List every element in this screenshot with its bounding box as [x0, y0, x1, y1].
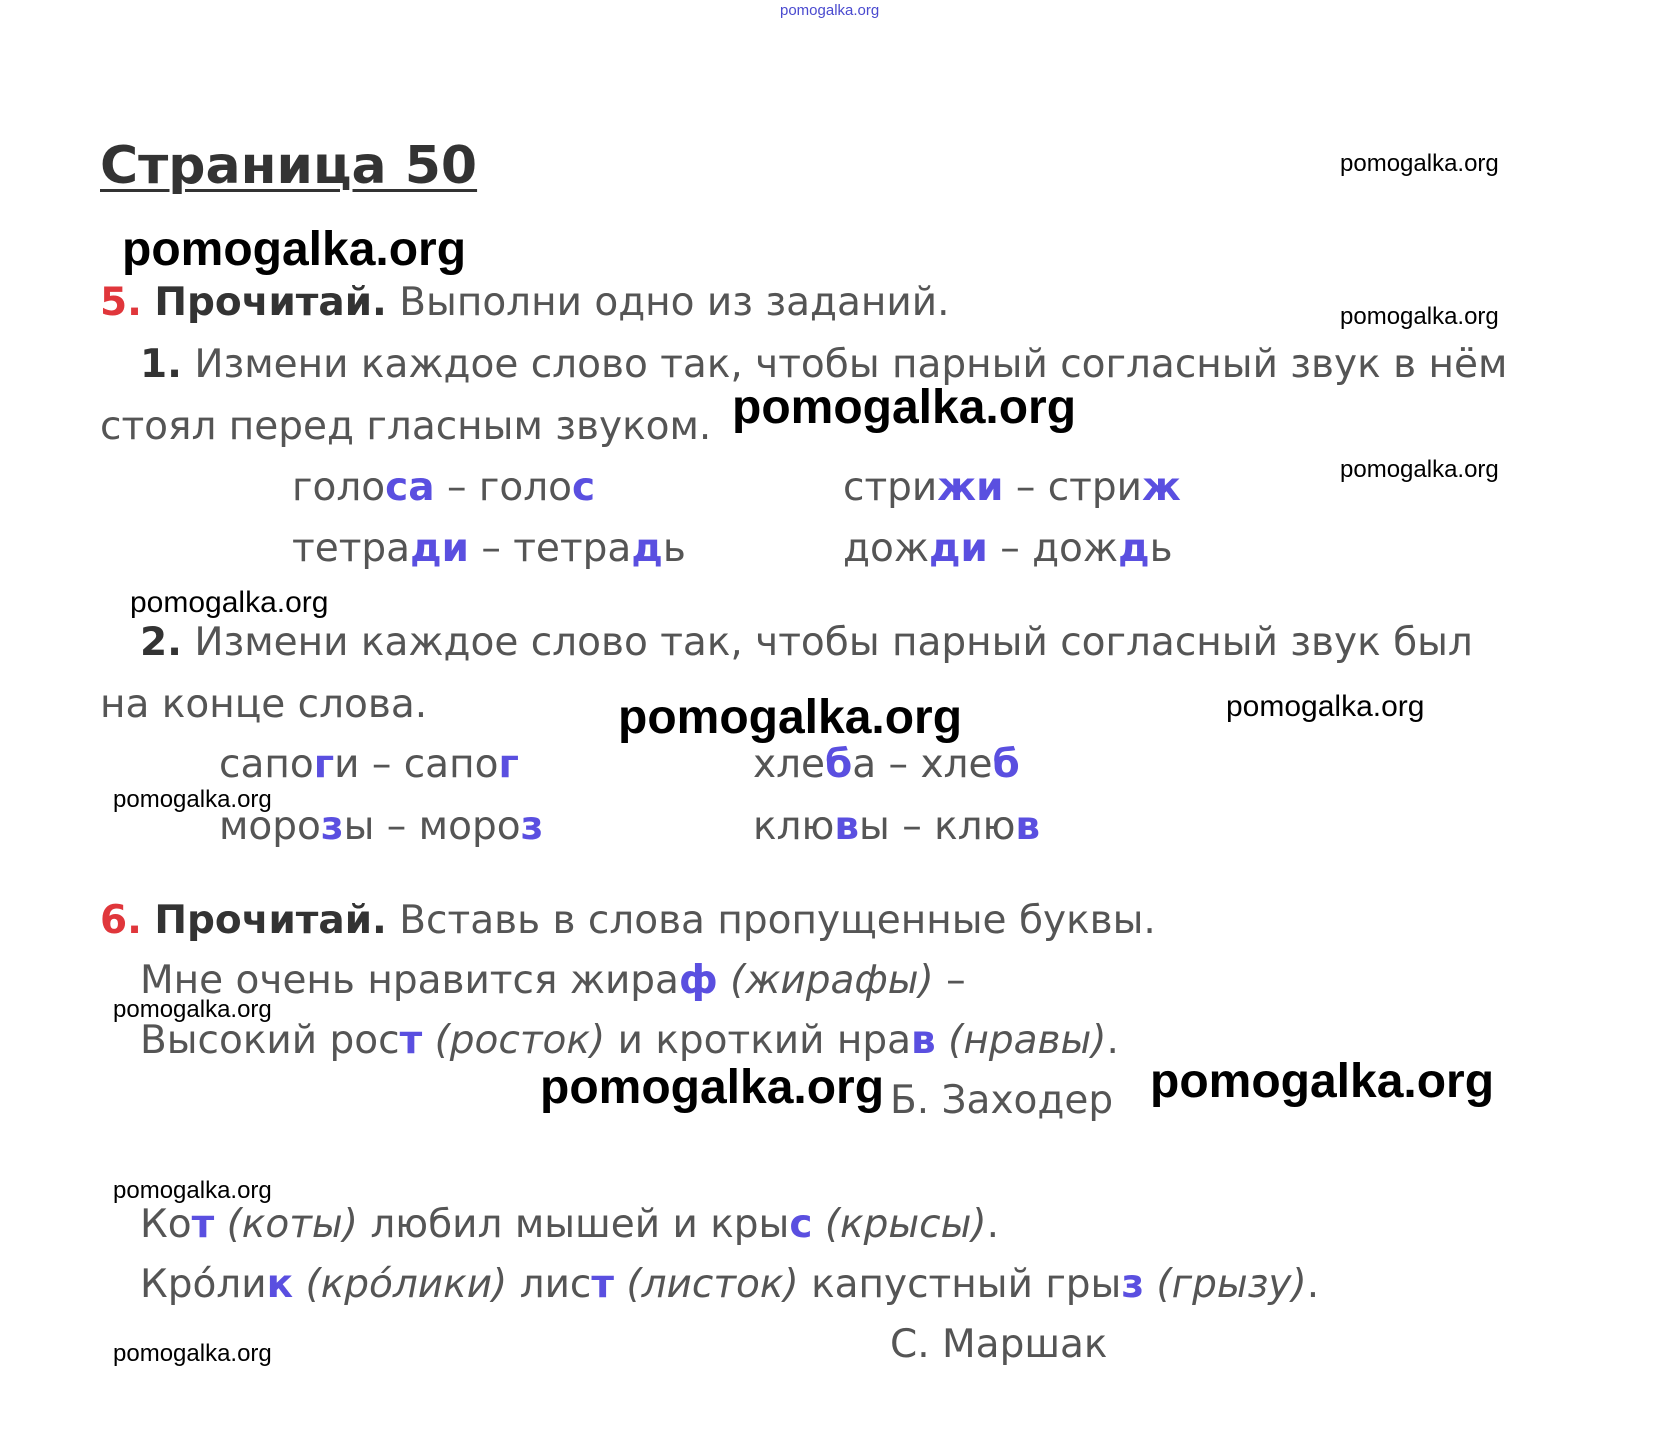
word-part: хле: [753, 742, 826, 787]
poem-1-line-2: [140, 1018, 1119, 1063]
word-highlight: с: [572, 465, 596, 510]
hint-word: (листок): [614, 1262, 799, 1307]
task-number: 2.: [140, 620, 182, 665]
exercise-text: Вставь в слова пропущенные буквы.: [386, 898, 1156, 943]
watermark: pomogalka.org: [113, 786, 272, 813]
inserted-letter: в: [911, 1018, 936, 1063]
exercise-number: 6.: [100, 898, 142, 943]
word-highlight: жи: [937, 465, 1004, 510]
poem-1-author: Б. Заходер: [890, 1078, 1114, 1123]
word-part: ы – клю: [859, 804, 1016, 849]
word-part: голо: [292, 465, 386, 510]
word-part: а – хле: [852, 742, 993, 787]
watermark: pomogalka.org: [732, 381, 1077, 434]
hint-word: (грызу): [1144, 1262, 1307, 1307]
word-pair: [219, 804, 543, 849]
inserted-letter: з: [1121, 1262, 1145, 1307]
word-highlight: ж: [1141, 465, 1181, 510]
word-part: сапо: [219, 742, 314, 787]
task-text: Измени каждое слово так, чтобы парный согласный звук был: [181, 620, 1473, 665]
word-part: моро: [219, 804, 321, 849]
watermark: pomogalka.org: [1340, 303, 1499, 330]
task-1-line-1: [140, 342, 1507, 387]
poem-text: .: [1306, 1262, 1320, 1307]
watermark: pomogalka.org: [618, 691, 963, 744]
word-part: – голо: [434, 465, 573, 510]
word-part: ь: [662, 526, 686, 571]
watermark-top: pomogalka.org: [780, 2, 880, 19]
word-highlight: в: [834, 804, 860, 849]
word-highlight: з: [320, 804, 344, 849]
hint-word: (коты): [214, 1202, 358, 1247]
poem-2-author: С. Маршак: [890, 1322, 1108, 1367]
watermark: pomogalka.org: [122, 223, 467, 276]
watermark: pomogalka.org: [113, 1177, 272, 1204]
word-pair: [292, 526, 686, 571]
page-title: Страница 50: [100, 136, 478, 196]
hint-word: (нравы): [935, 1018, 1107, 1063]
word-highlight: г: [313, 742, 335, 787]
word-part: – дож: [987, 526, 1119, 571]
task-1-line-2: стоял перед гласным звуком.: [100, 404, 712, 449]
watermark: pomogalka.org: [540, 1061, 885, 1114]
watermark: pomogalka.org: [113, 996, 272, 1023]
poem-2-line-1: [140, 1202, 999, 1247]
poem-2-line-2: [140, 1262, 1319, 1307]
word-part: дож: [843, 526, 929, 571]
inserted-letter: т: [399, 1018, 423, 1063]
word-part: три: [864, 465, 938, 510]
watermark: pomogalka.org: [1150, 1055, 1495, 1108]
poem-text: .: [1106, 1018, 1119, 1063]
inserted-letter: к: [266, 1262, 294, 1307]
word-highlight: са: [385, 465, 435, 510]
exercise-number: 5.: [100, 280, 142, 325]
task-number: 1.: [140, 342, 182, 387]
word-part: с: [843, 465, 865, 510]
word-pair: [219, 742, 519, 787]
poem-text: Кро́ли: [140, 1262, 267, 1307]
poem-text: Высокий рос: [140, 1018, 400, 1063]
word-part: ы – моро: [343, 804, 521, 849]
word-part: клю: [753, 804, 835, 849]
word-highlight: д: [1118, 526, 1150, 571]
inserted-letter: т: [191, 1202, 215, 1247]
exercise-6-heading: [100, 898, 1156, 943]
word-highlight: д: [631, 526, 663, 571]
word-part: ь: [1149, 526, 1173, 571]
hint-word: (жирафы): [717, 958, 934, 1003]
poem-text: капустный гры: [798, 1262, 1122, 1307]
word-highlight: б: [992, 742, 1020, 787]
word-highlight: ди: [410, 526, 469, 571]
inserted-letter: с: [789, 1202, 813, 1247]
task-2-line-1: [140, 620, 1473, 665]
hint-word: (росток): [422, 1018, 606, 1063]
poem-text: любил мышей и кры: [357, 1202, 790, 1247]
poem-text: и кроткий нра: [605, 1018, 912, 1063]
inserted-letter: т: [591, 1262, 614, 1307]
word-part: – стри: [1003, 465, 1142, 510]
word-highlight: в: [1015, 804, 1041, 849]
poem-text: .: [986, 1202, 1000, 1247]
poem-text: –: [933, 958, 966, 1003]
inserted-letter: ф: [678, 958, 718, 1003]
word-highlight: ди: [928, 526, 988, 571]
word-pair: [753, 742, 1020, 787]
word-part: и – сапо: [334, 742, 499, 787]
watermark: pomogalka.org: [1226, 690, 1425, 723]
word-highlight: г: [498, 742, 519, 787]
exercise-text: Выполни одно из заданий.: [386, 280, 950, 325]
watermark: pomogalka.org: [1340, 456, 1499, 483]
exercise-5-heading: [100, 280, 950, 325]
word-pair: [753, 804, 1040, 849]
word-pair: [292, 465, 595, 510]
task-2-line-2: на конце слова.: [100, 682, 428, 727]
task-text: Измени каждое слово так, чтобы парный согласный звук в нём: [181, 342, 1508, 387]
watermark: pomogalka.org: [113, 1340, 272, 1367]
hint-word: (кро́лики): [293, 1262, 508, 1307]
exercise-lead: Прочитай.: [154, 898, 387, 943]
poem-text: лис: [507, 1262, 592, 1307]
exercise-lead: Прочитай.: [154, 280, 387, 325]
poem-text: Мне очень нравится жира: [140, 958, 679, 1003]
word-part: тетра: [292, 526, 411, 571]
word-highlight: з: [520, 804, 544, 849]
word-highlight: б: [825, 742, 853, 787]
word-part: – тетра: [468, 526, 632, 571]
watermark: pomogalka.org: [1340, 150, 1499, 177]
watermark: pomogalka.org: [130, 586, 329, 619]
poem-1-line-1: [140, 958, 966, 1003]
word-pair: [843, 526, 1173, 571]
poem-text: Ко: [140, 1202, 192, 1247]
word-pair: [843, 465, 1181, 510]
hint-word: (крысы): [812, 1202, 987, 1247]
